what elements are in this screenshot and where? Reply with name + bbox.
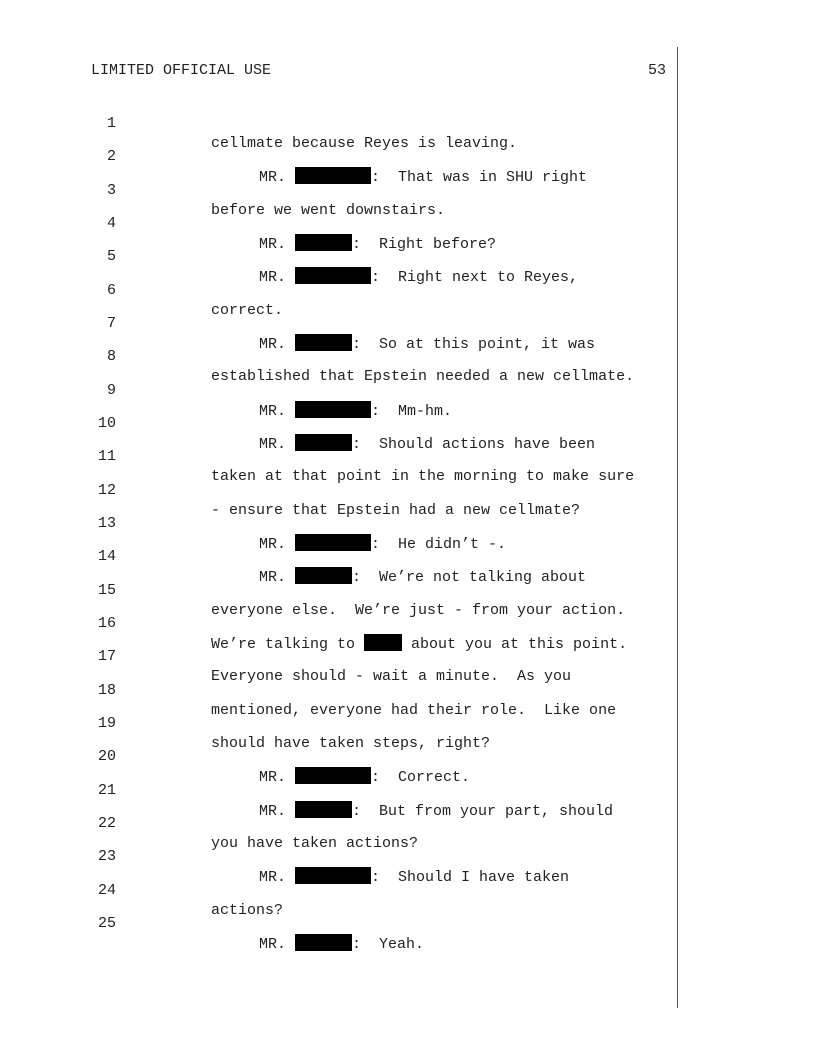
line-number: 17 (97, 648, 116, 665)
line-number: 8 (106, 348, 116, 365)
redaction-box (295, 334, 352, 351)
speaker-line (259, 267, 578, 288)
line-number: 3 (106, 182, 116, 199)
page-number: 53 (648, 62, 667, 79)
line-text: cellmate because Reyes is leaving. (211, 135, 518, 152)
line-number: 23 (97, 848, 116, 865)
speaker-prefix: MR. (259, 869, 296, 886)
line-number: 12 (97, 482, 116, 499)
line-text: should have taken steps, right? (211, 735, 491, 752)
line-number: 2 (106, 148, 116, 165)
speaker-line (259, 334, 595, 355)
redaction-box (295, 267, 371, 284)
speaker-prefix: MR. (259, 936, 296, 953)
redaction-box (295, 567, 352, 584)
line-text: : That was in SHU right (371, 169, 588, 186)
speaker-line (259, 167, 587, 188)
line-text: - ensure that Epstein had a new cellmate? (211, 502, 581, 519)
redaction-box (295, 801, 352, 818)
line-text: : Yeah. (352, 936, 425, 953)
redaction-box (295, 434, 352, 451)
line-text: before we went downstairs. (211, 202, 446, 219)
line-text: We’re talking to (211, 636, 365, 653)
redaction-box (295, 934, 352, 951)
speaker-line (259, 867, 569, 888)
line-number: 14 (97, 548, 116, 565)
speaker-prefix: MR. (259, 269, 296, 286)
speaker-prefix: MR. (259, 803, 296, 820)
redaction-box (295, 401, 371, 418)
line-text: : Right before? (352, 236, 497, 253)
line-number: 13 (97, 515, 116, 532)
line-number: 9 (106, 382, 116, 399)
line-text: : He didn’t -. (371, 536, 507, 553)
line-text: : We’re not talking about (352, 569, 587, 586)
line-text: : But from your part, should (352, 803, 614, 820)
line-text: established that Epstein needed a new cellmate. (211, 368, 635, 385)
line-number: 18 (97, 682, 116, 699)
line-number: 1 (106, 115, 116, 132)
line-number: 10 (97, 415, 116, 432)
speaker-prefix: MR. (259, 569, 296, 586)
line-number: 11 (97, 448, 116, 465)
line-text: everyone else. We’re just - from your action. (211, 602, 626, 619)
redaction-box (295, 234, 352, 251)
line-text: correct. (211, 302, 284, 319)
line-text: : Mm-hm. (371, 403, 453, 420)
line-number: 21 (97, 782, 116, 799)
speaker-line (259, 767, 470, 788)
line-number: 25 (97, 915, 116, 932)
line-text: : So at this point, it was (352, 336, 596, 353)
redaction-box (295, 167, 371, 184)
redaction-box (295, 534, 371, 551)
line-number: 15 (97, 582, 116, 599)
line-text: taken at that point in the morning to make sure (211, 468, 635, 485)
line-text: : Should actions have been (352, 436, 596, 453)
redaction-box (295, 867, 371, 884)
speaker-line (259, 801, 613, 822)
speaker-line (259, 934, 424, 955)
line-number: 22 (97, 815, 116, 832)
line-number: 19 (97, 715, 116, 732)
speaker-prefix: MR. (259, 336, 296, 353)
transcript-line-1 (0, 94, 518, 152)
line-number: 7 (106, 315, 116, 332)
redaction-box (295, 767, 371, 784)
line-text: : Right next to Reyes, (371, 269, 579, 286)
classification-header: LIMITED OFFICIAL USE (91, 62, 272, 79)
line-text: about you at this point. (402, 636, 628, 653)
speaker-line (259, 534, 506, 555)
speaker-line (259, 401, 452, 422)
line-text: actions? (211, 902, 284, 919)
line-number: 16 (97, 615, 116, 632)
line-text: : Should I have taken (371, 869, 570, 886)
line-number: 5 (106, 248, 116, 265)
line-text: you have taken actions? (211, 835, 419, 852)
speaker-prefix: MR. (259, 436, 296, 453)
line-number: 24 (97, 882, 116, 899)
speaker-line (259, 567, 586, 588)
line-text-with-redaction (211, 634, 627, 655)
line-text: Everyone should - wait a minute. As you (211, 668, 572, 685)
speaker-prefix: MR. (259, 236, 296, 253)
speaker-line (259, 234, 496, 255)
speaker-prefix: MR. (259, 403, 296, 420)
line-text: : Correct. (371, 769, 471, 786)
line-text: mentioned, everyone had their role. Like one (211, 702, 617, 719)
speaker-line (259, 434, 595, 455)
line-number: 6 (106, 282, 116, 299)
line-number: 20 (97, 748, 116, 765)
redaction-box (364, 634, 402, 651)
line-number: 4 (106, 215, 116, 232)
right-margin-rule (677, 47, 678, 1008)
speaker-prefix: MR. (259, 536, 296, 553)
speaker-prefix: MR. (259, 169, 296, 186)
speaker-prefix: MR. (259, 769, 296, 786)
